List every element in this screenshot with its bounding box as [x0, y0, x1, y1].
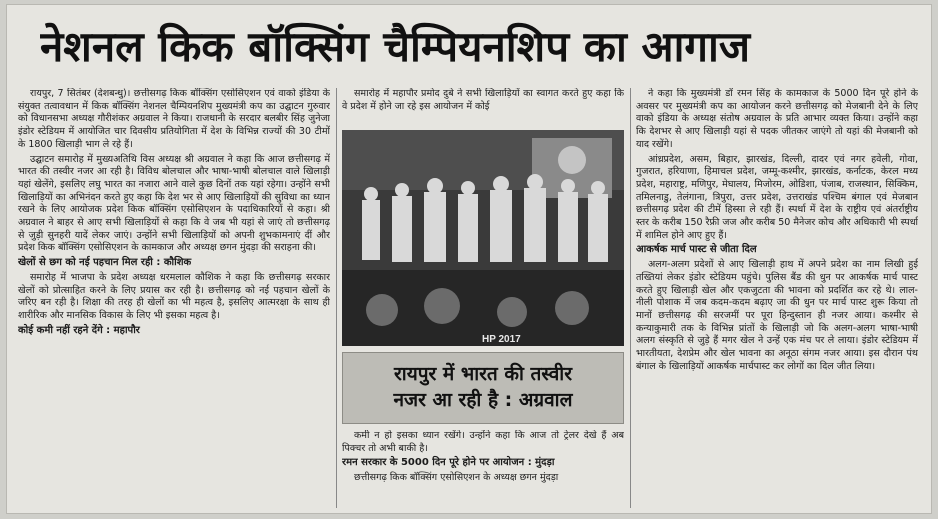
paragraph: आंध्रप्रदेश, असम, बिहार, झारखंड, दिल्ली, दादर एवं नगर हवेली, गोवा, गुजरात, हरियाणा, हिमाचल प्रदेश, जम्मू-कश्मीर, झारखंड, कर्नाटक, केरल मध्य प्रदेश, महाराष्ट्र, मणिपुर, मेघालय, मिजोरम, ओडिशा, पंजाब, राजस्थान, सिक्किम, तमिलनाडु, तेलंगाना, त्रिपुरा, उत्तर प्रदेश, उत्तराखंड पश्चिम बंगाल एवं मेजबान छत्तीसगढ़ प्रदेश की टीमें हिस्सा ले रही हैं। स्पर्धा में देश के राष्ट्रीय एवं अंतर्राष्ट्रीय स्तर के करीब 150 रैफ्री जज और करीब 50 मैनेजर कोच और अधिकारी भी स्पर्धा में शामिल होने आए हुए हैं। [636, 153, 918, 241]
pull-quote [342, 352, 624, 424]
photo-banner-text: HP 2017 [482, 334, 521, 345]
paragraph: उद्घाटन समारोह में मुख्यअतिथि विस अध्यक्ष श्री अग्रवाल ने कहा कि आज छत्तीसगढ़ में भारत की तस्वीर नजर आ रही है। विविध बोलचाल और भाषा-भाषी बोलचाल वाले खिलाड़ी यहां खेलेंगे, इसलिए लघु भारत का नजारा आने वाले कुछ दिनों तक यहां रहेगा। उन्होंने सभी खिलाड़ियों का अभिनंदन करते हुए कहा कि देश भर से आए खिलाड़ियों की सुविधा का ध्यान रखने के लिए आयोजक प्रदेश किक बॉक्सिंग एसोसिएशन के पदाधिकारियों से कहा। श्री अग्रवाल ने बाहर से आए सभी खिलाड़ियों से कहा कि वे जब भी यहां से जाएं तो छत्तीसगढ़ से जुड़ी सुनहरी यादें लेकर जाएं। उन्होंने सभी खिलाड़ियों को अपनी शुभकामनाएं दीं और प्रदेश किक बॉक्सिंग एसोसिएशन के कामकाज और अध्यक्ष छगन मुंदड़ा की सराहना की। [18, 153, 330, 254]
article-column-2-top [342, 88, 624, 128]
column-divider [630, 88, 631, 508]
column-divider [336, 88, 337, 508]
paragraph: ने कहा कि मुख्यमंत्री डॉ रमन सिंह के कामकाज के 5000 दिन पूरे होने के अवसर पर मुख्यमंत्री कप का आयोजन करने छत्तीसगढ़ को मेजबानी देने के लिए वाको इंडिया के अध्यक्ष संतोष अग्रवाल के प्रति आभार व्यक्त किया। उन्होंने कहा कि देशभर से आए खिलाड़ी यहां से पदक जीतकर जाएंगे तो यहां की मेजबानी को याद रखेंगे। [636, 88, 918, 150]
paragraph: अलग-अलग प्रदेशों से आए खिलाड़ी हाथ में अपने प्रदेश का नाम लिखी हुई तख्तियां लेकर इंडोर स्टेडियम पहुंचे। पुलिस बैंड की धुन पर आकर्षक मार्च पास्ट करते हुए खिलाड़ी खेल और एकजुटता की भावना को प्रदर्शित कर रहे थे। लाल-नीली पोशाक में जब कदम-कदम बढ़ाए जा की धुन पर मार्च पास्ट शुरू किया तो मानों छत्तीसगढ़ की सरजमीं पर पूरा हिन्दुस्तान ही नजर आया। कश्मीर से कन्याकुमारी तक के विभिन्न प्रांतों के खिलाड़ी जो कि अलग-अलग भाषा-भाषी अलग संस्कृति से जुड़े हैं मगर खेल ने उन्हें एक मंच पर ले लाया। इंडोर स्टेडियम में भारतीयता, देशप्रेम और खेल भावना का अनूठा संगम नजर आया। इस दौरान पंथ बंगाल के खिलाड़ियों आकर्षक मार्चपास्ट कर लोगों का दिल जीत लिया। [636, 259, 918, 372]
paragraph: समारोह में भाजपा के प्रदेश अध्यक्ष धरमलाल कौशिक ने कहा कि छत्तीसगढ़ सरकार खेलों को प्रोत्साहित करने के लिए प्रयास कर रही है। छत्तीसगढ़ को नई पहचान खेलों के जरिए बन रही है। शिक्षा की तरह ही खेलों का भी महत्व है, इसलिए आत्मरक्षा के साथ ही शारीरिक और मानसिक विकास के लिए भी इसका महत्व है। [18, 271, 330, 321]
subheading: कोई कमी नहीं रहने देंगे : महापौर [18, 324, 140, 336]
article-column-3 [636, 88, 918, 494]
pull-quote-line: नजर आ रही है : अग्रवाल [393, 389, 573, 411]
subheading: रमन सरकार के 5000 दिन पूरे होने पर आयोजन : मुंदड़ा [342, 457, 555, 469]
event-photo [342, 130, 624, 346]
paragraph: समारोह में महापौर प्रमोद दुबे ने सभी खिलाड़ियों का स्वागत करते हुए कहा कि वे प्रदेश में होने जा रहे इस आयोजन में कोई [342, 88, 624, 112]
paragraph: कमी न हो इसका ध्यान रखेंगे। उन्होंने कहा कि आज तो ट्रेलर देखे हैं अब पिक्चर तो अभी बाकी है। [342, 430, 624, 454]
subheading: आकर्षक मार्च पास्ट से जीता दिल [636, 244, 757, 256]
paragraph: रायपुर, 7 सितंबर (देशबन्धु)। छत्तीसगढ़ किक बॉक्सिंग एसोसिएशन एवं वाको इंडिया के संयुक्त तत्वावधान में किक बॉक्सिंग नेशनल चैम्पियनशिप मुख्यमंत्री कप का उद्घाटन गुरुवार को विधानसभा अध्यक्ष गौरीशंकर अग्रवाल ने किया। राजधानी के सरदार बलबीर सिंह जुनेजा इंडोर स्टेडियम में आयोजित चार दिवसीय प्रतियोगिता में देश के विभिन्न राज्यों की 30 टीमों के 1800 खिलाड़ी भाग ले रहे हैं। [18, 88, 330, 150]
headline: नेशनल किक बॉक्सिंग चैम्पियनशिप का आगाज [40, 22, 751, 71]
paragraph: छत्तीसगढ़ किक बॉक्सिंग एसोसिएशन के अध्यक्ष छगन मुंदड़ा [354, 472, 559, 484]
stage-photo-illustration [342, 130, 624, 346]
subheading: खेलों से छग को नई पहचान मिल रही : कौशिक [18, 257, 192, 269]
article-column-1 [18, 88, 330, 486]
pull-quote-line: रायपुर में भारत की तस्वीर [394, 363, 572, 385]
article-column-2-bottom [342, 430, 624, 506]
